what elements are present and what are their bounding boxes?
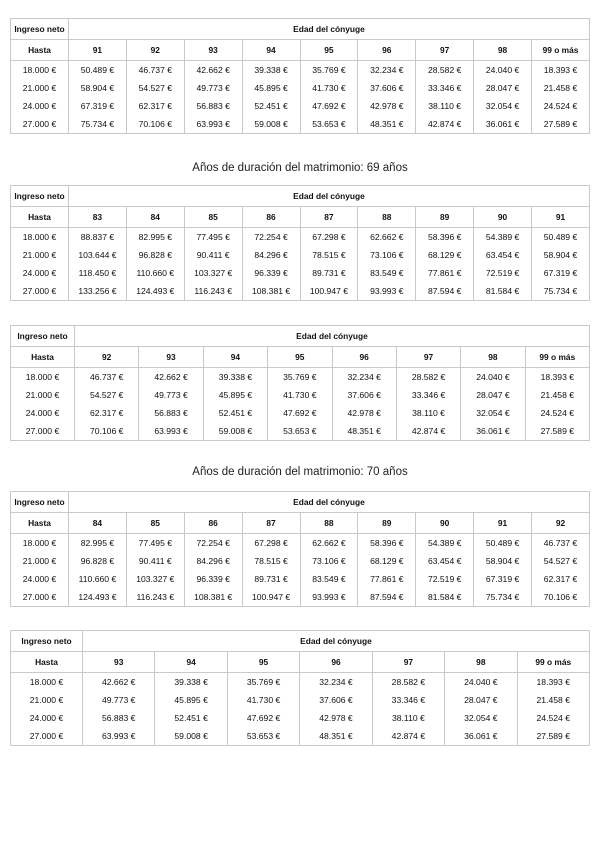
- amount-cell: 46.737 €: [532, 534, 590, 553]
- amount-cell: 67.298 €: [242, 534, 300, 553]
- amount-cell: 58.396 €: [358, 534, 416, 553]
- amount-cell: 36.061 €: [445, 727, 517, 746]
- amount-cell: 49.773 €: [139, 386, 203, 404]
- amount-cell: 39.338 €: [203, 368, 267, 387]
- amount-cell: 45.895 €: [242, 79, 300, 97]
- amount-cell: 47.692 €: [300, 97, 358, 115]
- amount-cell: 28.047 €: [461, 386, 525, 404]
- age-col-header: 96: [332, 347, 396, 368]
- income-table-3: [10, 325, 590, 441]
- amount-cell: 77.495 €: [126, 534, 184, 553]
- amount-cell: 70.106 €: [126, 115, 184, 134]
- age-col-header: 91: [474, 513, 532, 534]
- age-col-header: 97: [396, 347, 460, 368]
- age-col-header: 97: [416, 40, 474, 61]
- amount-cell: 124.493 €: [69, 588, 127, 607]
- amount-cell: 38.110 €: [372, 709, 444, 727]
- amount-cell: 48.351 €: [332, 422, 396, 441]
- amount-cell: 88.837 €: [69, 228, 127, 247]
- table-row: [11, 727, 590, 746]
- amount-cell: 62.662 €: [358, 228, 416, 247]
- age-col-header: 87: [242, 513, 300, 534]
- upto-label: Hasta: [11, 40, 69, 61]
- amount-cell: 52.451 €: [242, 97, 300, 115]
- amount-cell: 58.904 €: [532, 246, 590, 264]
- age-col-header: 95: [227, 652, 299, 673]
- amount-cell: 89.731 €: [300, 264, 358, 282]
- income-level: 24.000 €: [11, 404, 75, 422]
- income-level: 24.000 €: [11, 97, 69, 115]
- amount-cell: 18.393 €: [525, 368, 589, 387]
- amount-cell: 72.519 €: [474, 264, 532, 282]
- amount-cell: 87.594 €: [416, 282, 474, 301]
- age-col-header: 84: [126, 207, 184, 228]
- amount-cell: 81.584 €: [416, 588, 474, 607]
- age-col-header: 94: [242, 40, 300, 61]
- upto-label: Hasta: [11, 652, 83, 673]
- amount-cell: 75.734 €: [69, 115, 127, 134]
- amount-cell: 46.737 €: [75, 368, 139, 387]
- table-row: [11, 709, 590, 727]
- amount-cell: 77.495 €: [184, 228, 242, 247]
- amount-cell: 62.317 €: [126, 97, 184, 115]
- amount-cell: 72.254 €: [184, 534, 242, 553]
- amount-cell: 56.883 €: [184, 97, 242, 115]
- amount-cell: 73.106 €: [300, 552, 358, 570]
- amount-cell: 73.106 €: [358, 246, 416, 264]
- amount-cell: 87.594 €: [358, 588, 416, 607]
- income-level: 27.000 €: [11, 282, 69, 301]
- age-col-header: 99 o más: [525, 347, 589, 368]
- amount-cell: 54.527 €: [126, 79, 184, 97]
- amount-cell: 32.054 €: [445, 709, 517, 727]
- table-row: [11, 386, 590, 404]
- table-row: [11, 534, 590, 553]
- amount-cell: 24.524 €: [517, 709, 589, 727]
- amount-cell: 63.993 €: [139, 422, 203, 441]
- amount-cell: 27.589 €: [525, 422, 589, 441]
- amount-cell: 54.389 €: [474, 228, 532, 247]
- section-caption: Años de duración del matrimonio: 69 años: [192, 162, 408, 174]
- amount-cell: 37.606 €: [358, 79, 416, 97]
- income-level: 18.000 €: [11, 534, 69, 553]
- age-col-header: 98: [461, 347, 525, 368]
- amount-cell: 59.008 €: [242, 115, 300, 134]
- income-header: Ingreso neto: [11, 186, 69, 207]
- amount-cell: 50.489 €: [69, 61, 127, 80]
- amount-cell: 42.662 €: [139, 368, 203, 387]
- amount-cell: 56.883 €: [83, 709, 155, 727]
- amount-cell: 21.458 €: [517, 691, 589, 709]
- age-header: Edad del cónyuge: [69, 186, 590, 207]
- amount-cell: 100.947 €: [242, 588, 300, 607]
- income-level: 21.000 €: [11, 246, 69, 264]
- amount-cell: 27.589 €: [532, 115, 590, 134]
- section-caption: Años de duración del matrimonio: 70 años: [192, 466, 408, 478]
- amount-cell: 27.589 €: [517, 727, 589, 746]
- amount-cell: 108.381 €: [242, 282, 300, 301]
- age-col-header: 87: [300, 207, 358, 228]
- amount-cell: 50.489 €: [532, 228, 590, 247]
- amount-cell: 70.106 €: [532, 588, 590, 607]
- amount-cell: 103.327 €: [184, 264, 242, 282]
- amount-cell: 32.234 €: [300, 673, 372, 692]
- amount-cell: 46.737 €: [126, 61, 184, 80]
- amount-cell: 32.234 €: [358, 61, 416, 80]
- amount-cell: 83.549 €: [358, 264, 416, 282]
- income-level: 21.000 €: [11, 552, 69, 570]
- amount-cell: 118.450 €: [69, 264, 127, 282]
- amount-cell: 72.519 €: [416, 570, 474, 588]
- amount-cell: 54.389 €: [416, 534, 474, 553]
- age-col-header: 92: [126, 40, 184, 61]
- amount-cell: 28.582 €: [396, 368, 460, 387]
- amount-cell: 78.515 €: [242, 552, 300, 570]
- amount-cell: 96.828 €: [69, 552, 127, 570]
- age-col-header: 88: [300, 513, 358, 534]
- amount-cell: 63.454 €: [416, 552, 474, 570]
- amount-cell: 32.054 €: [474, 97, 532, 115]
- amount-cell: 21.458 €: [525, 386, 589, 404]
- amount-cell: 33.346 €: [372, 691, 444, 709]
- amount-cell: 116.243 €: [126, 588, 184, 607]
- upto-label: Hasta: [11, 513, 69, 534]
- age-col-header: 88: [358, 207, 416, 228]
- age-col-header: 95: [300, 40, 358, 61]
- amount-cell: 62.317 €: [75, 404, 139, 422]
- amount-cell: 18.393 €: [517, 673, 589, 692]
- amount-cell: 67.298 €: [300, 228, 358, 247]
- income-level: 27.000 €: [11, 727, 83, 746]
- amount-cell: 82.995 €: [69, 534, 127, 553]
- age-col-header: 96: [300, 652, 372, 673]
- age-col-header: 99 o más: [517, 652, 589, 673]
- age-col-header: 90: [474, 207, 532, 228]
- amount-cell: 53.653 €: [300, 115, 358, 134]
- amount-cell: 42.874 €: [372, 727, 444, 746]
- amount-cell: 58.396 €: [416, 228, 474, 247]
- income-table-5: [10, 630, 590, 746]
- age-col-header: 98: [445, 652, 517, 673]
- amount-cell: 90.411 €: [126, 552, 184, 570]
- age-col-header: 83: [69, 207, 127, 228]
- amount-cell: 42.978 €: [358, 97, 416, 115]
- amount-cell: 42.662 €: [184, 61, 242, 80]
- amount-cell: 96.828 €: [126, 246, 184, 264]
- age-col-header: 86: [242, 207, 300, 228]
- amount-cell: 93.993 €: [300, 588, 358, 607]
- amount-cell: 24.040 €: [461, 368, 525, 387]
- table-row: [11, 404, 590, 422]
- amount-cell: 133.256 €: [69, 282, 127, 301]
- amount-cell: 39.338 €: [155, 673, 227, 692]
- amount-cell: 35.769 €: [227, 673, 299, 692]
- upto-label: Hasta: [11, 347, 75, 368]
- income-level: 27.000 €: [11, 422, 75, 441]
- amount-cell: 108.381 €: [184, 588, 242, 607]
- amount-cell: 39.338 €: [242, 61, 300, 80]
- amount-cell: 84.296 €: [184, 552, 242, 570]
- table-row: [11, 588, 590, 607]
- amount-cell: 77.861 €: [416, 264, 474, 282]
- income-level: 21.000 €: [11, 79, 69, 97]
- amount-cell: 96.339 €: [242, 264, 300, 282]
- amount-cell: 42.978 €: [332, 404, 396, 422]
- amount-cell: 36.061 €: [461, 422, 525, 441]
- amount-cell: 63.993 €: [83, 727, 155, 746]
- income-level: 18.000 €: [11, 228, 69, 247]
- amount-cell: 54.527 €: [532, 552, 590, 570]
- amount-cell: 28.047 €: [474, 79, 532, 97]
- age-col-header: 85: [126, 513, 184, 534]
- amount-cell: 24.040 €: [474, 61, 532, 80]
- income-table-1: [10, 18, 590, 134]
- age-col-header: 93: [139, 347, 203, 368]
- amount-cell: 24.524 €: [525, 404, 589, 422]
- amount-cell: 41.730 €: [227, 691, 299, 709]
- amount-cell: 38.110 €: [396, 404, 460, 422]
- amount-cell: 42.874 €: [416, 115, 474, 134]
- age-col-header: 91: [532, 207, 590, 228]
- table-row: [11, 673, 590, 692]
- table-row: [11, 691, 590, 709]
- amount-cell: 41.730 €: [300, 79, 358, 97]
- amount-cell: 48.351 €: [300, 727, 372, 746]
- age-header: Edad del cónyuge: [69, 19, 590, 40]
- amount-cell: 42.874 €: [396, 422, 460, 441]
- table-row: [11, 246, 590, 264]
- amount-cell: 42.662 €: [83, 673, 155, 692]
- amount-cell: 84.296 €: [242, 246, 300, 264]
- amount-cell: 56.883 €: [139, 404, 203, 422]
- amount-cell: 54.527 €: [75, 386, 139, 404]
- amount-cell: 50.489 €: [474, 534, 532, 553]
- age-col-header: 99 o más: [532, 40, 590, 61]
- table-row: [11, 282, 590, 301]
- amount-cell: 59.008 €: [155, 727, 227, 746]
- amount-cell: 33.346 €: [396, 386, 460, 404]
- age-col-header: 97: [372, 652, 444, 673]
- amount-cell: 72.254 €: [242, 228, 300, 247]
- age-col-header: 85: [184, 207, 242, 228]
- amount-cell: 96.339 €: [184, 570, 242, 588]
- amount-cell: 75.734 €: [474, 588, 532, 607]
- income-level: 21.000 €: [11, 691, 83, 709]
- amount-cell: 75.734 €: [532, 282, 590, 301]
- age-header: Edad del cónyuge: [75, 326, 590, 347]
- amount-cell: 124.493 €: [126, 282, 184, 301]
- income-level: 24.000 €: [11, 264, 69, 282]
- amount-cell: 110.660 €: [69, 570, 127, 588]
- income-level: 24.000 €: [11, 709, 83, 727]
- amount-cell: 90.411 €: [184, 246, 242, 264]
- income-level: 24.000 €: [11, 570, 69, 588]
- income-level: 27.000 €: [11, 115, 69, 134]
- age-col-header: 92: [532, 513, 590, 534]
- table-row: [11, 552, 590, 570]
- table-row: [11, 79, 590, 97]
- amount-cell: 45.895 €: [203, 386, 267, 404]
- amount-cell: 49.773 €: [83, 691, 155, 709]
- age-col-header: 98: [474, 40, 532, 61]
- amount-cell: 59.008 €: [203, 422, 267, 441]
- age-col-header: 94: [155, 652, 227, 673]
- amount-cell: 42.978 €: [300, 709, 372, 727]
- amount-cell: 52.451 €: [155, 709, 227, 727]
- amount-cell: 110.660 €: [126, 264, 184, 282]
- income-header: Ingreso neto: [11, 19, 69, 40]
- amount-cell: 63.454 €: [474, 246, 532, 264]
- amount-cell: 83.549 €: [300, 570, 358, 588]
- income-level: 18.000 €: [11, 61, 69, 80]
- table-row: [11, 228, 590, 247]
- amount-cell: 21.458 €: [532, 79, 590, 97]
- amount-cell: 24.040 €: [445, 673, 517, 692]
- amount-cell: 100.947 €: [300, 282, 358, 301]
- amount-cell: 67.319 €: [532, 264, 590, 282]
- amount-cell: 62.317 €: [532, 570, 590, 588]
- amount-cell: 37.606 €: [332, 386, 396, 404]
- age-header: Edad del cónyuge: [69, 492, 590, 513]
- amount-cell: 82.995 €: [126, 228, 184, 247]
- amount-cell: 62.662 €: [300, 534, 358, 553]
- amount-cell: 78.515 €: [300, 246, 358, 264]
- amount-cell: 68.129 €: [358, 552, 416, 570]
- age-header: Edad del cónyuge: [83, 631, 590, 652]
- age-col-header: 93: [184, 40, 242, 61]
- amount-cell: 70.106 €: [75, 422, 139, 441]
- amount-cell: 63.993 €: [184, 115, 242, 134]
- income-table-4: [10, 491, 590, 607]
- upto-label: Hasta: [11, 207, 69, 228]
- income-table-2: [10, 185, 590, 301]
- income-level: 18.000 €: [11, 368, 75, 387]
- age-col-header: 92: [75, 347, 139, 368]
- table-row: [11, 570, 590, 588]
- income-header: Ingreso neto: [11, 631, 83, 652]
- amount-cell: 37.606 €: [300, 691, 372, 709]
- amount-cell: 53.653 €: [268, 422, 332, 441]
- amount-cell: 41.730 €: [268, 386, 332, 404]
- amount-cell: 77.861 €: [358, 570, 416, 588]
- age-col-header: 93: [83, 652, 155, 673]
- table-row: [11, 97, 590, 115]
- income-header: Ingreso neto: [11, 492, 69, 513]
- amount-cell: 48.351 €: [358, 115, 416, 134]
- amount-cell: 28.047 €: [445, 691, 517, 709]
- amount-cell: 52.451 €: [203, 404, 267, 422]
- age-col-header: 86: [184, 513, 242, 534]
- age-col-header: 95: [268, 347, 332, 368]
- income-level: 21.000 €: [11, 386, 75, 404]
- income-level: 18.000 €: [11, 673, 83, 692]
- amount-cell: 81.584 €: [474, 282, 532, 301]
- amount-cell: 103.327 €: [126, 570, 184, 588]
- amount-cell: 18.393 €: [532, 61, 590, 80]
- amount-cell: 49.773 €: [184, 79, 242, 97]
- amount-cell: 89.731 €: [242, 570, 300, 588]
- amount-cell: 28.582 €: [372, 673, 444, 692]
- income-level: 27.000 €: [11, 588, 69, 607]
- amount-cell: 47.692 €: [268, 404, 332, 422]
- table-row: [11, 368, 590, 387]
- age-col-header: 94: [203, 347, 267, 368]
- amount-cell: 28.582 €: [416, 61, 474, 80]
- amount-cell: 36.061 €: [474, 115, 532, 134]
- table-row: [11, 264, 590, 282]
- amount-cell: 38.110 €: [416, 97, 474, 115]
- income-header: Ingreso neto: [11, 326, 75, 347]
- amount-cell: 116.243 €: [184, 282, 242, 301]
- amount-cell: 35.769 €: [268, 368, 332, 387]
- amount-cell: 24.524 €: [532, 97, 590, 115]
- age-col-header: 89: [358, 513, 416, 534]
- age-col-header: 96: [358, 40, 416, 61]
- amount-cell: 32.234 €: [332, 368, 396, 387]
- age-col-header: 91: [69, 40, 127, 61]
- table-row: [11, 115, 590, 134]
- amount-cell: 68.129 €: [416, 246, 474, 264]
- age-col-header: 89: [416, 207, 474, 228]
- amount-cell: 67.319 €: [69, 97, 127, 115]
- amount-cell: 35.769 €: [300, 61, 358, 80]
- table-row: [11, 422, 590, 441]
- table-row: [11, 61, 590, 80]
- amount-cell: 67.319 €: [474, 570, 532, 588]
- amount-cell: 93.993 €: [358, 282, 416, 301]
- amount-cell: 47.692 €: [227, 709, 299, 727]
- amount-cell: 58.904 €: [69, 79, 127, 97]
- amount-cell: 33.346 €: [416, 79, 474, 97]
- amount-cell: 45.895 €: [155, 691, 227, 709]
- amount-cell: 32.054 €: [461, 404, 525, 422]
- amount-cell: 53.653 €: [227, 727, 299, 746]
- amount-cell: 58.904 €: [474, 552, 532, 570]
- age-col-header: 90: [416, 513, 474, 534]
- age-col-header: 84: [69, 513, 127, 534]
- amount-cell: 103.644 €: [69, 246, 127, 264]
